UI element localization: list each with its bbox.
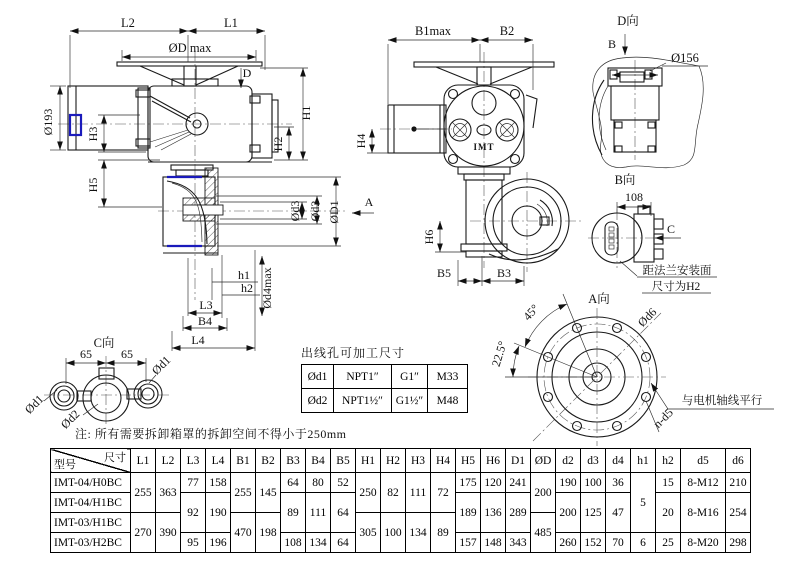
front-view-drawing	[58, 50, 348, 300]
table-cell: 8-M16	[681, 493, 726, 533]
model-cell: IMT-04/H1BC	[51, 493, 131, 513]
model-cell: IMT-03/H1BC	[51, 513, 131, 533]
table-row	[302, 365, 468, 389]
dim-label-22-5deg: 22.5°	[488, 339, 510, 369]
table-cell: 270	[131, 513, 156, 553]
column-header: B5	[331, 449, 356, 473]
table-cell: 134	[406, 513, 431, 553]
table-cell: 260	[556, 533, 581, 553]
column-header: B3	[281, 449, 306, 473]
column-header: h1	[631, 449, 656, 473]
table-cell: 100	[581, 473, 606, 493]
table-cell: 89	[281, 493, 306, 533]
column-header: H1	[356, 449, 381, 473]
brand-logo: IMT	[473, 142, 495, 152]
table-cell: 25	[656, 533, 681, 553]
dim-label-h1: H1	[299, 105, 313, 121]
dim-label-193: Ø193	[41, 108, 55, 136]
table-cell: 64	[331, 493, 356, 533]
view-b-drawing	[588, 173, 717, 293]
table-cell: 136	[481, 493, 506, 533]
table-cell: 92	[181, 493, 206, 533]
table-cell: 250	[356, 473, 381, 513]
corner-label-model: 型号	[54, 459, 76, 471]
table-cell: 108	[281, 533, 306, 553]
table-cell: G1″	[392, 365, 428, 389]
table-cell: M48	[428, 389, 468, 413]
label-d1-top-right: Ød1	[148, 352, 174, 378]
table-cell: 175	[456, 473, 481, 493]
dim-label-d3: Ød3	[288, 200, 302, 222]
table-cell: 196	[206, 533, 231, 553]
view-c-drawing	[22, 336, 174, 431]
dim-label-d2-front: Ød2	[308, 200, 322, 222]
table-cell: 254	[726, 493, 751, 533]
table-cell: 72	[431, 473, 456, 513]
table-cell: 152	[581, 533, 606, 553]
dim-label-dmax: ØD max	[168, 41, 212, 55]
dim-label-small-h1: h1	[238, 268, 250, 282]
column-header: H5	[456, 449, 481, 473]
table-cell: 64	[281, 473, 306, 493]
table-cell: 100	[381, 513, 406, 553]
table-cell: 111	[406, 473, 431, 513]
dim-label-b3: B3	[496, 266, 512, 280]
model-cell: IMT-03/H2BC	[51, 533, 131, 553]
dim-label-d6: Ød6	[634, 304, 660, 330]
table-cell: NPT1½″	[334, 389, 392, 413]
table-cell: 70	[606, 533, 631, 553]
dim-label-h3: H3	[86, 126, 100, 142]
dim-label-l3: L3	[199, 298, 213, 312]
disassembly-note: 注: 所有需要拆卸箱罩的拆卸空间不得小于250mm	[75, 427, 347, 441]
column-header: L4	[206, 449, 231, 473]
label-d1-bottom-left: Ød1	[21, 391, 47, 417]
dim-label-b2: B2	[499, 24, 515, 38]
table-cell: 47	[606, 493, 631, 533]
table-cell: 36	[606, 473, 631, 493]
dim-label-b5: B5	[436, 266, 452, 280]
table-cell: 470	[231, 513, 256, 553]
table-cell: 8-M12	[681, 473, 726, 493]
dim-label-n-d5: n-d5	[650, 405, 676, 431]
dim-label-108: 108	[625, 190, 643, 204]
model-cell: IMT-04/H0BC	[51, 473, 131, 493]
dim-label-156: Ø156	[671, 51, 699, 65]
column-header: L2	[156, 449, 181, 473]
table-cell: NPT1″	[334, 365, 392, 389]
outlet-hole-table	[301, 364, 468, 413]
table-cell: 134	[306, 533, 331, 553]
table-cell: 125	[581, 493, 606, 533]
table-cell: 8-M20	[681, 533, 726, 553]
dim-label-l1: L1	[224, 16, 238, 30]
table-cell: 15	[656, 473, 681, 493]
table-cell: 52	[331, 473, 356, 493]
table-cell: 82	[381, 473, 406, 513]
table-cell: 80	[306, 473, 331, 493]
dim-label-h5: H5	[86, 177, 100, 193]
table-header-row	[51, 449, 751, 473]
table-cell: 189	[456, 493, 481, 533]
table-cell: 289	[506, 493, 531, 533]
column-header: h2	[656, 449, 681, 473]
table-cell: 390	[156, 513, 181, 553]
column-header: d6	[726, 449, 751, 473]
motor-axis-note: 与电机轴线平行	[681, 395, 763, 407]
table-cell: 343	[506, 533, 531, 553]
dim-label-h4: H4	[354, 133, 368, 149]
column-header: H2	[381, 449, 406, 473]
column-header: L1	[131, 449, 156, 473]
side-view-drawing	[380, 52, 582, 272]
table-cell: 255	[231, 473, 256, 513]
table-cell: 5	[631, 473, 656, 533]
flange-note-line2: 尺寸为H2	[651, 281, 701, 293]
column-header: B4	[306, 449, 331, 473]
view-d-title: D向	[617, 14, 639, 28]
table-cell: 200	[556, 493, 581, 533]
column-header: B2	[256, 449, 281, 473]
table-cell: 111	[306, 493, 331, 533]
table-cell: 190	[556, 473, 581, 493]
dim-label-b4: B4	[197, 314, 213, 328]
table-cell: 363	[156, 473, 181, 513]
table-cell: 77	[181, 473, 206, 493]
view-a-title: A向	[588, 292, 610, 306]
main-dimension-table	[50, 448, 751, 553]
outlet-table-title: 出线孔可加工尺寸	[301, 346, 406, 360]
table-cell: Ød2	[302, 389, 334, 413]
dim-label-b1max: B1max	[414, 24, 452, 38]
table-row	[302, 389, 468, 413]
table-cell: 200	[531, 473, 556, 513]
table-row	[51, 473, 751, 493]
table-cell: 198	[256, 513, 281, 553]
column-header: ØD	[531, 449, 556, 473]
table-cell: 89	[431, 513, 456, 553]
table-cell: 64	[331, 533, 356, 553]
table-cell: 95	[181, 533, 206, 553]
table-cell: 305	[356, 513, 381, 553]
label-d2-center: Ød2	[57, 406, 83, 432]
table-cell: 120	[481, 473, 506, 493]
column-header: d3	[581, 449, 606, 473]
dim-label-h6: H6	[422, 229, 436, 245]
dim-label-45deg: 45°	[520, 301, 542, 324]
dim-label-l4: L4	[191, 333, 205, 347]
table-cell: 6	[631, 533, 656, 553]
side-view-dimensions	[354, 24, 533, 286]
table-cell: 148	[481, 533, 506, 553]
table-cell: Ød1	[302, 365, 334, 389]
column-header: D1	[506, 449, 531, 473]
dim-label-d4max: Ød4max	[260, 267, 274, 309]
table-cell: 255	[131, 473, 156, 513]
column-header: H3	[406, 449, 431, 473]
table-cell: 241	[506, 473, 531, 493]
view-a-arrow-label: A	[364, 195, 374, 209]
table-cell: 20	[656, 493, 681, 533]
dim-label-h2: H2	[271, 136, 285, 152]
table-cell: G1½″	[392, 389, 428, 413]
dim-label-65-left: 65	[80, 347, 92, 361]
view-b-title: B向	[614, 173, 636, 187]
dim-label-small-h2: h2	[241, 281, 253, 295]
table-cell: 145	[256, 473, 281, 513]
table-cell: 190	[206, 493, 231, 533]
corner-label-size: 尺寸	[104, 452, 126, 464]
view-a-drawing	[489, 292, 774, 446]
view-c-arrow-label: C	[666, 222, 676, 236]
column-header: d2	[556, 449, 581, 473]
column-header: L3	[181, 449, 206, 473]
table-cell: 485	[531, 513, 556, 553]
view-d-arrow-label: D	[242, 66, 252, 80]
dim-label-l2: L2	[121, 16, 135, 30]
corner-cell	[51, 449, 131, 473]
column-header: H6	[481, 449, 506, 473]
flange-note-line1: 距法兰安装面	[642, 265, 712, 277]
table-cell: 158	[206, 473, 231, 493]
dim-label-65-right: 65	[121, 347, 133, 361]
table-cell: 298	[726, 533, 751, 553]
column-header: d5	[681, 449, 726, 473]
view-d-drawing	[592, 14, 708, 168]
table-cell: 210	[726, 473, 751, 493]
view-b-arrow-label: B	[607, 37, 617, 51]
dim-label-big-d1: ØD1	[327, 200, 341, 224]
view-c-title: C向	[93, 336, 115, 350]
column-header: B1	[231, 449, 256, 473]
column-header: d4	[606, 449, 631, 473]
column-header: H4	[431, 449, 456, 473]
table-cell: 157	[456, 533, 481, 553]
table-cell: M33	[428, 365, 468, 389]
